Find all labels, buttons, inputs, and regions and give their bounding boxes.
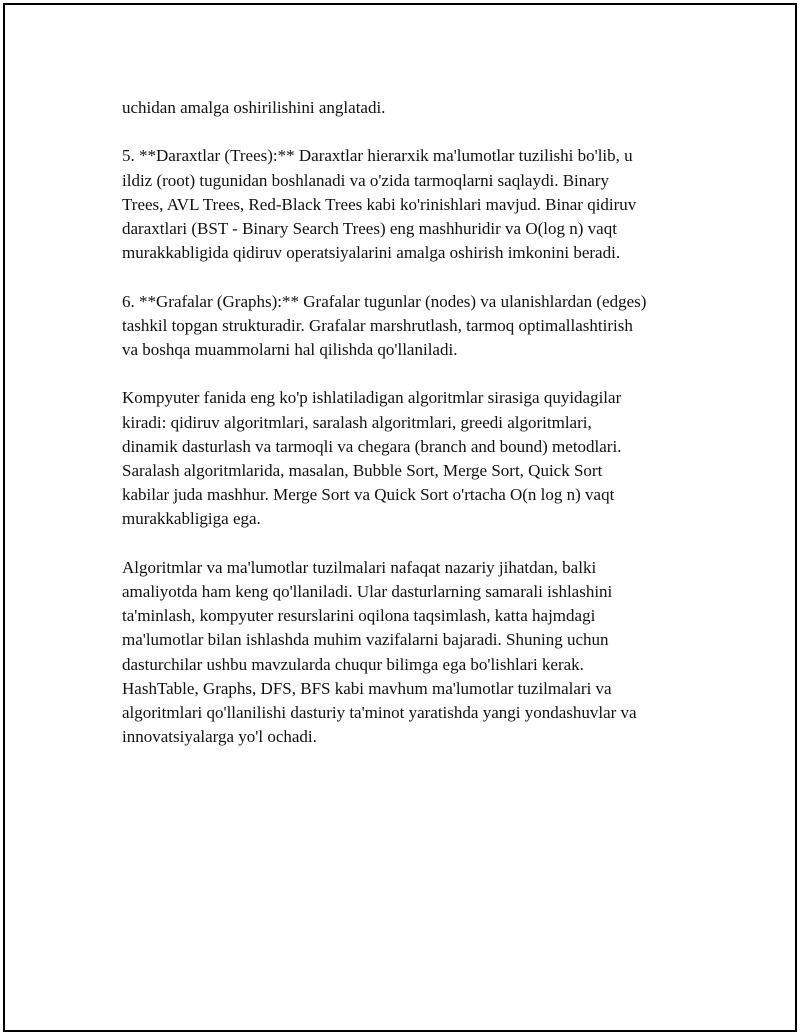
text-line: kiradi: qidiruv algoritmlari, saralash algoritmlari, greedi algoritmlari, [122, 412, 592, 432]
paragraph-graphs [122, 290, 702, 363]
text-line: 5. **Daraxtlar (Trees):** Daraxtlar hierarxik ma'lumotlar tuzilishi bo'lib, u [122, 146, 633, 166]
text-line: dinamik dasturlash va tarmoqli va chegara (branch and bound) metodlari. [122, 436, 622, 456]
text-line: murakkabligiga ega. [122, 509, 261, 529]
text-line: Trees, AVL Trees, Red-Black Trees kabi ko'rinishlari mavjud. Binar qidiruv [122, 194, 637, 214]
text-line: ta'minlash, kompyuter resurslarini oqilona taqsimlash, katta hajmdagi [122, 606, 596, 626]
text-line: ildiz (root) tugunidan boshlanadi va o'zida tarmoqlarni saqlaydi. Binary [122, 170, 609, 190]
page-border [3, 3, 797, 1032]
text-line: Saralash algoritmlarida, masalan, Bubble Sort, Merge Sort, Quick Sort [122, 461, 603, 480]
text-line: innovatsiyalarga yo'l ochadi. [122, 727, 317, 747]
text-line: murakkabligida qidiruv operatsiyalarini amalga oshirish imkonini beradi. [122, 243, 621, 263]
text-line: algoritmlari qo'llanilishi dasturiy ta'minot yaratishda yangi yondashuvlar va [122, 703, 637, 723]
document-body [122, 96, 702, 774]
text-line: kabilar juda mashhur. Merge Sort va Quick Sort o'rtacha O(n log n) vaqt [122, 485, 615, 505]
text-line: uchidan amalga oshirilishini anglatadi. [122, 98, 386, 117]
text-line: dasturchilar ushbu mavzularda chuqur bilimga ega bo'lishlari kerak. [122, 654, 584, 674]
paragraph-trees [122, 144, 702, 265]
text-line: 6. **Grafalar (Graphs):** Grafalar tugunlar (nodes) va ulanishlardan (edges) [122, 291, 647, 311]
text-line: daraxtlari (BST - Binary Search Trees) eng mashhuridir va O(log n) vaqt [122, 219, 617, 238]
text-line: ma'lumotlar bilan ishlashda muhim vazifalarni bajaradi. Shuning uchun [122, 630, 609, 650]
paragraph-conclusion [122, 556, 702, 750]
text-line: amaliyotda ham keng qo'llaniladi. Ular dasturlarning samarali ishlashini [122, 582, 613, 601]
paragraph-algorithms [122, 386, 702, 531]
text-line: Kompyuter fanida eng ko'p ishlatiladigan algoritmlar sirasiga quyidagilar [122, 388, 622, 408]
text-line: Algoritmlar va ma'lumotlar tuzilmalari nafaqat nazariy jihatdan, balki [122, 557, 597, 577]
text-line: va boshqa muammolarni hal qilishda qo'llaniladi. [122, 340, 458, 359]
paragraph-intro-continuation [122, 96, 702, 120]
text-line: tashkil topgan strukturadir. Grafalar marshrutlash, tarmoq optimallashtirish [122, 315, 633, 335]
text-line: HashTable, Graphs, DFS, BFS kabi mavhum ma'lumotlar tuzilmalari va [122, 678, 612, 698]
